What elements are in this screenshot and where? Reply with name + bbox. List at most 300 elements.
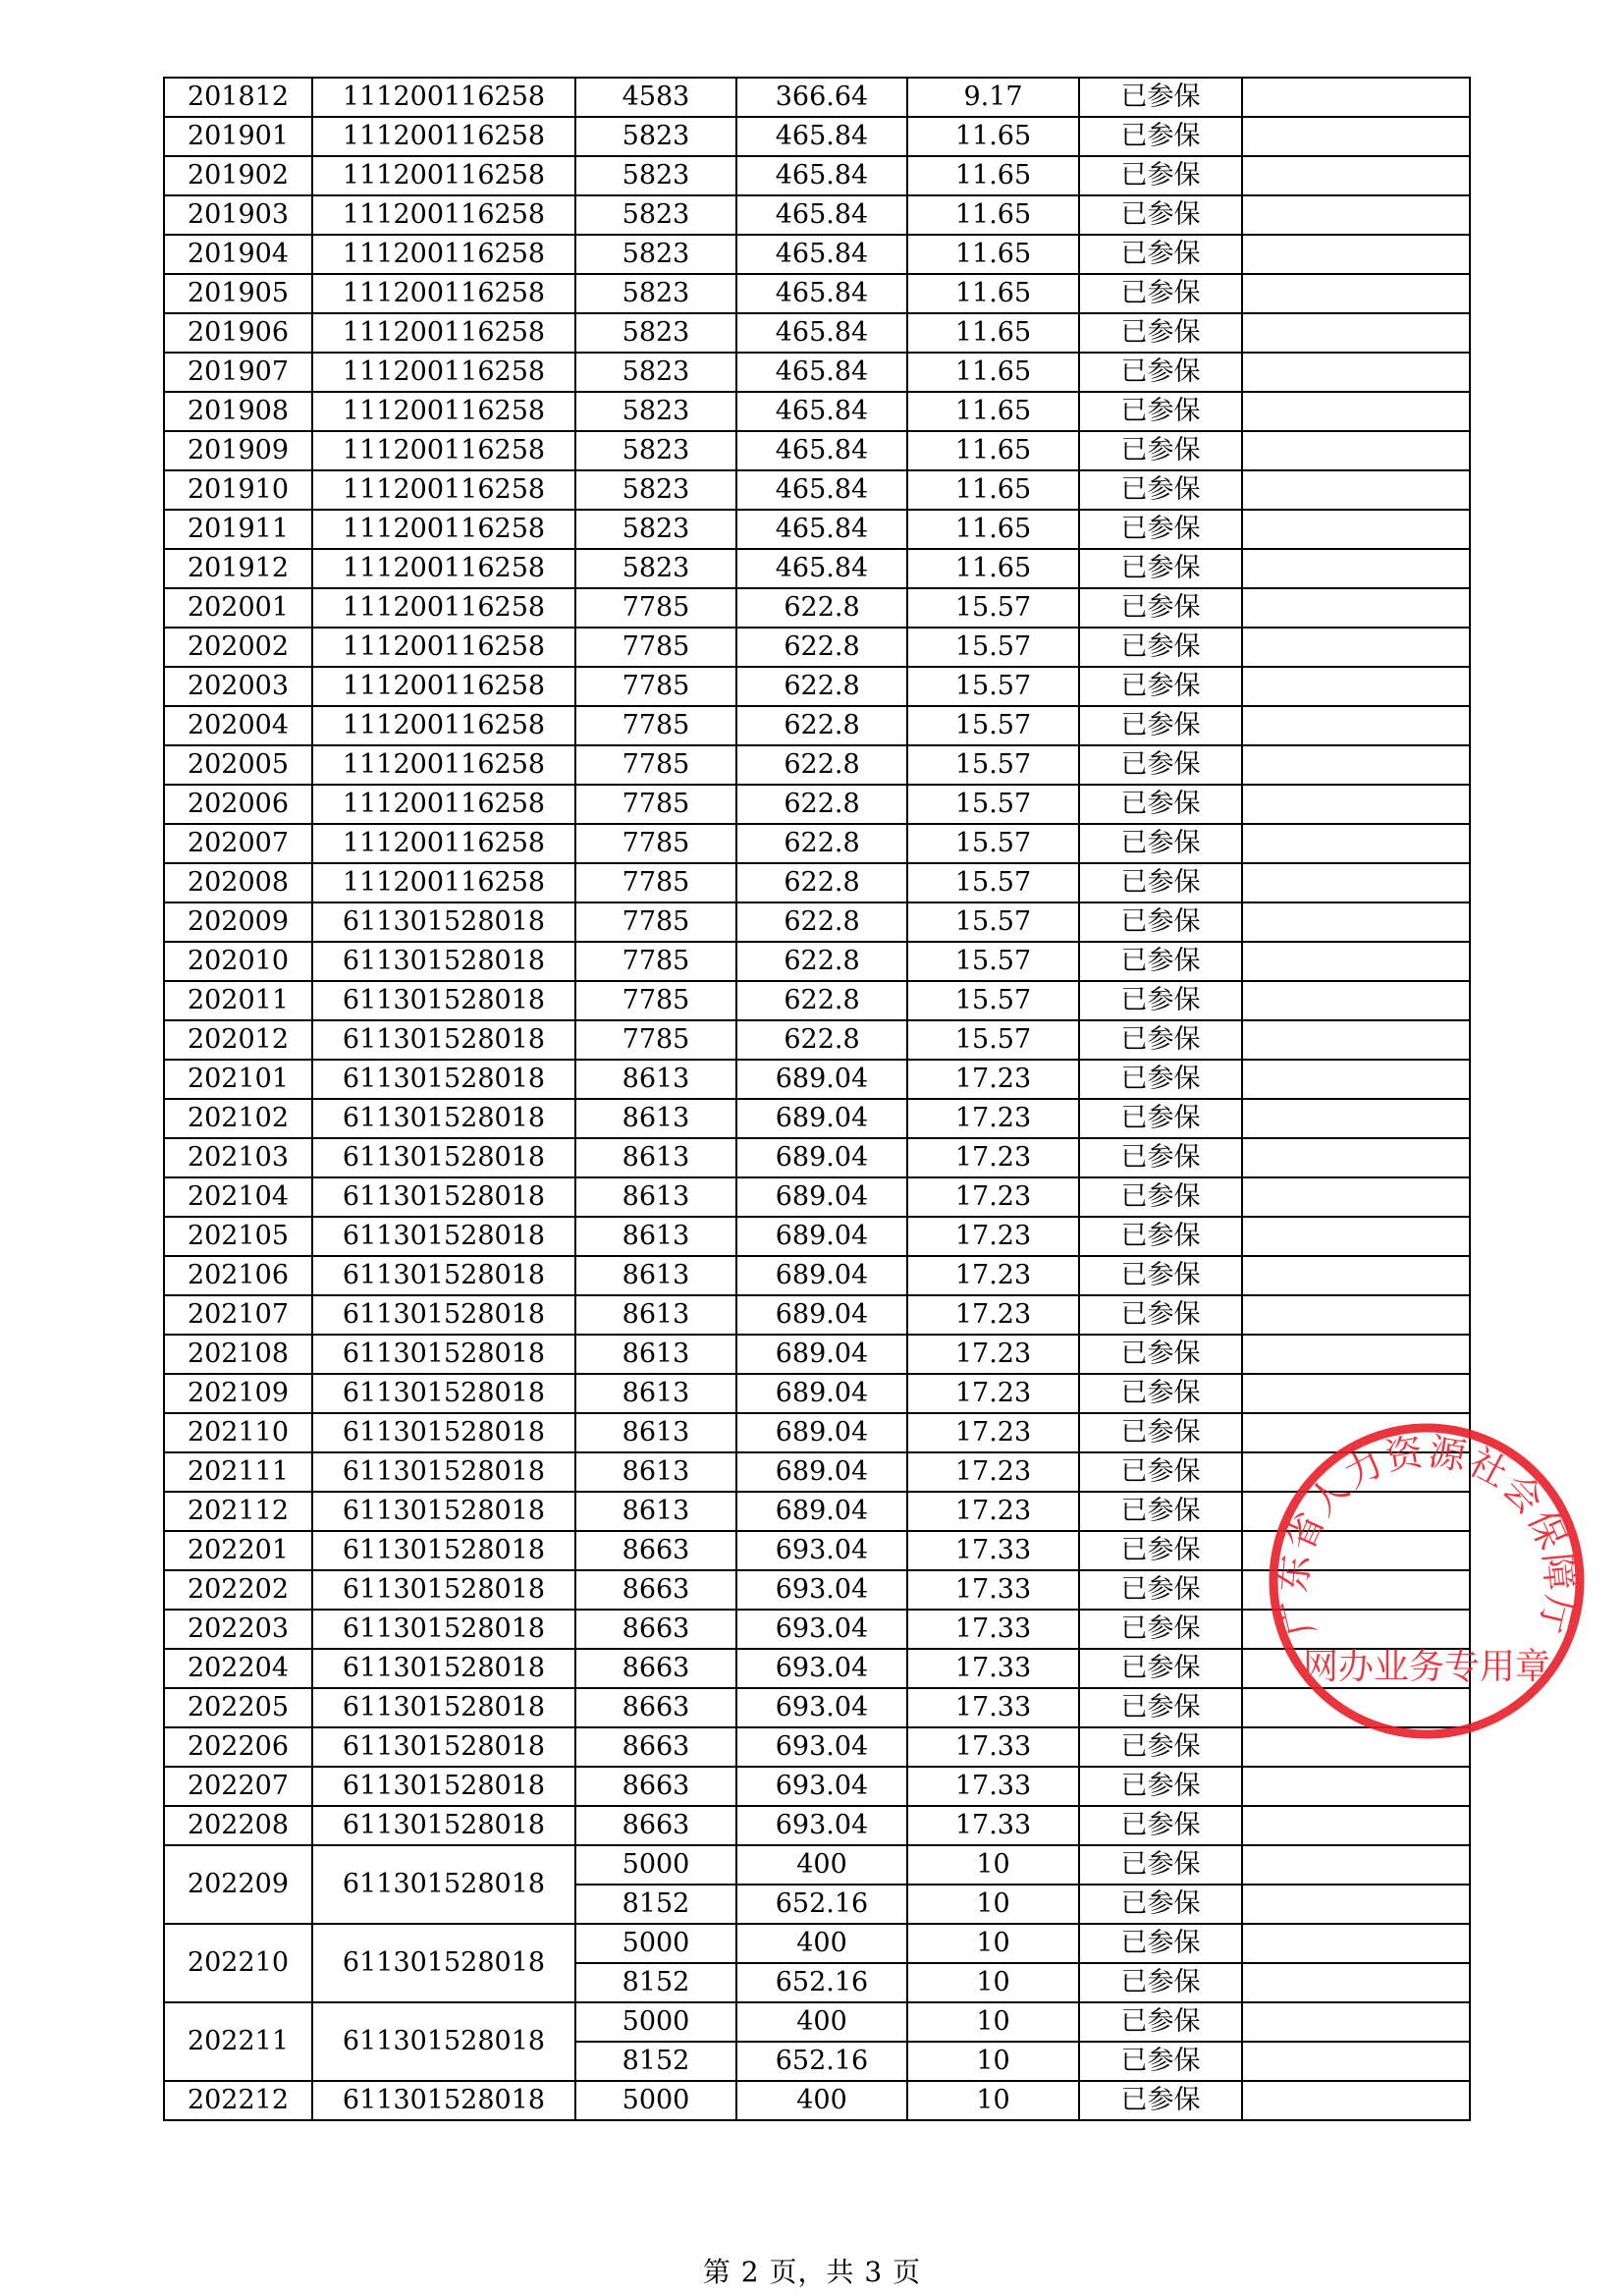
personal-cell: 17.33 (907, 1570, 1079, 1610)
status-cell: 已参保 (1079, 1845, 1242, 1885)
remark-cell (1242, 235, 1470, 274)
unit-id-cell: 611301528018 (312, 1688, 575, 1727)
status-cell: 已参保 (1079, 785, 1242, 824)
base-cell: 7785 (575, 981, 736, 1020)
table-row (164, 1256, 1470, 1295)
period-cell: 202202 (164, 1570, 312, 1610)
base-cell: 8613 (575, 1138, 736, 1177)
period-cell: 202106 (164, 1256, 312, 1295)
amount-cell: 622.8 (736, 824, 907, 863)
base-cell: 7785 (575, 745, 736, 785)
amount-cell: 400 (736, 2002, 907, 2042)
table-row (164, 942, 1470, 981)
personal-cell: 17.23 (907, 1374, 1079, 1413)
period-cell: 202208 (164, 1806, 312, 1845)
status-cell: 已参保 (1079, 942, 1242, 981)
table-row (164, 745, 1470, 785)
period-cell: 201909 (164, 431, 312, 470)
personal-cell: 15.57 (907, 824, 1079, 863)
base-cell: 8613 (575, 1256, 736, 1295)
status-cell: 已参保 (1079, 1806, 1242, 1845)
period-cell: 202102 (164, 1099, 312, 1138)
period-cell: 201812 (164, 78, 312, 117)
table-row (164, 549, 1470, 588)
table-row (164, 1177, 1470, 1217)
unit-id-cell: 611301528018 (312, 1217, 575, 1256)
base-cell: 8663 (575, 1688, 736, 1727)
unit-id-cell: 611301528018 (312, 1256, 575, 1295)
personal-cell: 11.65 (907, 313, 1079, 353)
amount-cell: 465.84 (736, 470, 907, 510)
personal-cell: 17.23 (907, 1295, 1079, 1335)
unit-id-cell: 111200116258 (312, 353, 575, 392)
base-cell: 8613 (575, 1099, 736, 1138)
status-cell: 已参保 (1079, 274, 1242, 313)
status-cell: 已参保 (1079, 981, 1242, 1020)
status-cell: 已参保 (1079, 156, 1242, 195)
status-cell: 已参保 (1079, 1531, 1242, 1570)
period-cell: 202009 (164, 902, 312, 942)
status-cell: 已参保 (1079, 353, 1242, 392)
base-cell: 5823 (575, 353, 736, 392)
unit-id-cell: 611301528018 (312, 1295, 575, 1335)
amount-cell: 622.8 (736, 745, 907, 785)
base-cell: 8152 (575, 1885, 736, 1924)
status-cell: 已参保 (1079, 195, 1242, 235)
amount-cell: 689.04 (736, 1374, 907, 1413)
personal-cell: 11.65 (907, 117, 1079, 156)
status-cell: 已参保 (1079, 1610, 1242, 1649)
amount-cell: 465.84 (736, 510, 907, 549)
amount-cell: 689.04 (736, 1177, 907, 1217)
base-cell: 5823 (575, 235, 736, 274)
period-cell: 202207 (164, 1767, 312, 1806)
remark-cell (1242, 706, 1470, 745)
status-cell: 已参保 (1079, 1295, 1242, 1335)
table-row (164, 981, 1470, 1020)
unit-id-cell: 611301528018 (312, 1492, 575, 1531)
table-row (164, 1138, 1470, 1177)
status-cell: 已参保 (1079, 1217, 1242, 1256)
period-cell: 202109 (164, 1374, 312, 1413)
base-cell: 4583 (575, 78, 736, 117)
table-row (164, 431, 1470, 470)
page-number: 第 2 页，共 3 页 (702, 2256, 922, 2288)
table-row (164, 353, 1470, 392)
personal-cell: 10 (907, 2042, 1079, 2081)
base-cell: 8613 (575, 1413, 736, 1452)
table-row (164, 2081, 1470, 2120)
personal-cell: 15.57 (907, 706, 1079, 745)
amount-cell: 465.84 (736, 235, 907, 274)
remark-cell (1242, 981, 1470, 1020)
amount-cell: 693.04 (736, 1649, 907, 1688)
personal-cell: 11.65 (907, 510, 1079, 549)
period-cell: 201901 (164, 117, 312, 156)
base-cell: 8663 (575, 1610, 736, 1649)
unit-id-cell: 611301528018 (312, 1374, 575, 1413)
status-cell: 已参保 (1079, 1963, 1242, 2002)
table-row (164, 667, 1470, 706)
personal-cell: 10 (907, 1885, 1079, 1924)
period-cell: 201908 (164, 392, 312, 431)
status-cell: 已参保 (1079, 235, 1242, 274)
unit-id-cell: 611301528018 (312, 1570, 575, 1610)
period-cell: 201905 (164, 274, 312, 313)
amount-cell: 689.04 (736, 1492, 907, 1531)
personal-cell: 15.57 (907, 1020, 1079, 1060)
base-cell: 8152 (575, 1963, 736, 2002)
table-row (164, 1924, 1470, 1963)
period-cell: 201911 (164, 510, 312, 549)
amount-cell: 689.04 (736, 1335, 907, 1374)
status-cell: 已参保 (1079, 1060, 1242, 1099)
period-cell: 201912 (164, 549, 312, 588)
status-cell: 已参保 (1079, 1374, 1242, 1413)
period-cell: 202003 (164, 667, 312, 706)
period-cell: 202107 (164, 1295, 312, 1335)
remark-cell (1242, 745, 1470, 785)
unit-id-cell: 611301528018 (312, 1413, 575, 1452)
personal-cell: 15.57 (907, 863, 1079, 902)
personal-cell: 17.23 (907, 1452, 1079, 1492)
period-cell: 202204 (164, 1649, 312, 1688)
period-cell: 202101 (164, 1060, 312, 1099)
base-cell: 7785 (575, 706, 736, 745)
personal-cell: 11.65 (907, 235, 1079, 274)
table-row (164, 628, 1470, 667)
base-cell: 7785 (575, 588, 736, 628)
table-row (164, 1335, 1470, 1374)
personal-cell: 11.65 (907, 274, 1079, 313)
unit-id-cell: 111200116258 (312, 824, 575, 863)
remark-cell (1242, 785, 1470, 824)
base-cell: 5000 (575, 2002, 736, 2042)
table-row (164, 706, 1470, 745)
base-cell: 5000 (575, 2081, 736, 2120)
table-row (164, 274, 1470, 313)
base-cell: 5823 (575, 195, 736, 235)
personal-cell: 10 (907, 1845, 1079, 1885)
personal-cell: 10 (907, 2081, 1079, 2120)
unit-id-cell: 611301528018 (312, 1335, 575, 1374)
base-cell: 8613 (575, 1374, 736, 1413)
personal-cell: 10 (907, 1924, 1079, 1963)
base-cell: 8613 (575, 1177, 736, 1217)
unit-id-cell: 111200116258 (312, 470, 575, 510)
status-cell: 已参保 (1079, 588, 1242, 628)
period-cell: 202201 (164, 1531, 312, 1570)
table-row (164, 588, 1470, 628)
table-row (164, 785, 1470, 824)
period-cell: 201903 (164, 195, 312, 235)
unit-id-cell: 611301528018 (312, 2081, 575, 2120)
amount-cell: 693.04 (736, 1570, 907, 1610)
base-cell: 5823 (575, 470, 736, 510)
unit-id-cell: 611301528018 (312, 1531, 575, 1570)
remark-cell (1242, 863, 1470, 902)
amount-cell: 622.8 (736, 667, 907, 706)
personal-cell: 17.23 (907, 1335, 1079, 1374)
remark-cell (1242, 1256, 1470, 1295)
remark-cell (1242, 392, 1470, 431)
personal-cell: 11.65 (907, 392, 1079, 431)
table-row (164, 1020, 1470, 1060)
unit-id-cell: 111200116258 (312, 628, 575, 667)
table-row (164, 470, 1470, 510)
remark-cell (1242, 1099, 1470, 1138)
unit-id-cell: 111200116258 (312, 313, 575, 353)
remark-cell (1242, 2081, 1470, 2120)
period-cell: 202205 (164, 1688, 312, 1727)
period-cell: 202206 (164, 1727, 312, 1767)
remark-cell (1242, 353, 1470, 392)
status-cell: 已参保 (1079, 1767, 1242, 1806)
amount-cell: 465.84 (736, 353, 907, 392)
status-cell: 已参保 (1079, 1256, 1242, 1295)
remark-cell (1242, 195, 1470, 235)
base-cell: 8613 (575, 1492, 736, 1531)
table-row (164, 78, 1470, 117)
table-row (164, 1767, 1470, 1806)
base-cell: 7785 (575, 628, 736, 667)
amount-cell: 652.16 (736, 1885, 907, 1924)
remark-cell (1242, 274, 1470, 313)
period-cell: 202006 (164, 785, 312, 824)
personal-cell: 11.65 (907, 353, 1079, 392)
base-cell: 8663 (575, 1727, 736, 1767)
period-cell: 202209 (164, 1845, 312, 1924)
amount-cell: 622.8 (736, 902, 907, 942)
status-cell: 已参保 (1079, 2002, 1242, 2042)
status-cell: 已参保 (1079, 1099, 1242, 1138)
status-cell: 已参保 (1079, 549, 1242, 588)
amount-cell: 622.8 (736, 785, 907, 824)
status-cell: 已参保 (1079, 1492, 1242, 1531)
remark-cell (1242, 156, 1470, 195)
table-row (164, 195, 1470, 235)
period-cell: 201902 (164, 156, 312, 195)
remark-cell (1242, 117, 1470, 156)
status-cell: 已参保 (1079, 628, 1242, 667)
status-cell: 已参保 (1079, 863, 1242, 902)
remark-cell (1242, 1138, 1470, 1177)
personal-cell: 11.65 (907, 156, 1079, 195)
personal-cell: 15.57 (907, 981, 1079, 1020)
amount-cell: 622.8 (736, 628, 907, 667)
unit-id-cell: 111200116258 (312, 745, 575, 785)
period-cell: 202108 (164, 1335, 312, 1374)
unit-id-cell: 111200116258 (312, 156, 575, 195)
table-row (164, 313, 1470, 353)
unit-id-cell: 111200116258 (312, 78, 575, 117)
period-cell: 202105 (164, 1217, 312, 1256)
status-cell: 已参保 (1079, 510, 1242, 549)
base-cell: 7785 (575, 785, 736, 824)
base-cell: 7785 (575, 824, 736, 863)
period-cell: 202008 (164, 863, 312, 902)
table-row (164, 392, 1470, 431)
amount-cell: 693.04 (736, 1688, 907, 1727)
base-cell: 7785 (575, 1020, 736, 1060)
period-cell: 201910 (164, 470, 312, 510)
unit-id-cell: 611301528018 (312, 942, 575, 981)
personal-cell: 15.57 (907, 588, 1079, 628)
personal-cell: 17.33 (907, 1727, 1079, 1767)
base-cell: 5823 (575, 392, 736, 431)
remark-cell (1242, 824, 1470, 863)
remark-cell (1242, 902, 1470, 942)
unit-id-cell: 611301528018 (312, 902, 575, 942)
period-cell: 202010 (164, 942, 312, 981)
seal-ring (1271, 1428, 1583, 1734)
official-seal-stamp (1265, 1419, 1589, 1743)
unit-id-cell: 111200116258 (312, 431, 575, 470)
unit-id-cell: 111200116258 (312, 117, 575, 156)
status-cell: 已参保 (1079, 1885, 1242, 1924)
base-cell: 5823 (575, 510, 736, 549)
period-cell: 202007 (164, 824, 312, 863)
amount-cell: 465.84 (736, 274, 907, 313)
unit-id-cell: 111200116258 (312, 667, 575, 706)
remark-cell (1242, 2002, 1470, 2042)
amount-cell: 689.04 (736, 1452, 907, 1492)
unit-id-cell: 611301528018 (312, 1610, 575, 1649)
period-cell: 201906 (164, 313, 312, 353)
table-row (164, 156, 1470, 195)
unit-id-cell: 111200116258 (312, 235, 575, 274)
amount-cell: 693.04 (736, 1806, 907, 1845)
unit-id-cell: 611301528018 (312, 1727, 575, 1767)
base-cell: 7785 (575, 863, 736, 902)
amount-cell: 689.04 (736, 1099, 907, 1138)
base-cell: 8663 (575, 1570, 736, 1610)
personal-cell: 17.23 (907, 1177, 1079, 1217)
status-cell: 已参保 (1079, 1649, 1242, 1688)
status-cell: 已参保 (1079, 706, 1242, 745)
base-cell: 8613 (575, 1452, 736, 1492)
remark-cell (1242, 1060, 1470, 1099)
base-cell: 8613 (575, 1060, 736, 1099)
status-cell: 已参保 (1079, 117, 1242, 156)
base-cell: 5823 (575, 549, 736, 588)
unit-id-cell: 611301528018 (312, 1924, 575, 2002)
personal-cell: 17.23 (907, 1099, 1079, 1138)
period-cell: 201907 (164, 353, 312, 392)
status-cell: 已参保 (1079, 2081, 1242, 2120)
amount-cell: 689.04 (736, 1413, 907, 1452)
remark-cell (1242, 1885, 1470, 1924)
remark-cell (1242, 78, 1470, 117)
status-cell: 已参保 (1079, 470, 1242, 510)
unit-id-cell: 111200116258 (312, 785, 575, 824)
personal-cell: 11.65 (907, 195, 1079, 235)
status-cell: 已参保 (1079, 1452, 1242, 1492)
personal-cell: 15.57 (907, 785, 1079, 824)
remark-cell (1242, 470, 1470, 510)
period-cell: 202112 (164, 1492, 312, 1531)
status-cell: 已参保 (1079, 745, 1242, 785)
base-cell: 7785 (575, 942, 736, 981)
amount-cell: 366.64 (736, 78, 907, 117)
status-cell: 已参保 (1079, 1177, 1242, 1217)
amount-cell: 622.8 (736, 1020, 907, 1060)
amount-cell: 465.84 (736, 156, 907, 195)
period-cell: 202212 (164, 2081, 312, 2120)
personal-cell: 17.23 (907, 1138, 1079, 1177)
table-row (164, 1374, 1470, 1413)
unit-id-cell: 611301528018 (312, 1060, 575, 1099)
amount-cell: 689.04 (736, 1060, 907, 1099)
base-cell: 7785 (575, 667, 736, 706)
remark-cell (1242, 1806, 1470, 1845)
unit-id-cell: 611301528018 (312, 1138, 575, 1177)
period-cell: 202004 (164, 706, 312, 745)
amount-cell: 465.84 (736, 392, 907, 431)
period-cell: 202005 (164, 745, 312, 785)
status-cell: 已参保 (1079, 667, 1242, 706)
personal-cell: 17.23 (907, 1060, 1079, 1099)
unit-id-cell: 611301528018 (312, 981, 575, 1020)
status-cell: 已参保 (1079, 1020, 1242, 1060)
personal-cell: 15.57 (907, 628, 1079, 667)
amount-cell: 465.84 (736, 195, 907, 235)
base-cell: 8663 (575, 1767, 736, 1806)
unit-id-cell: 611301528018 (312, 2002, 575, 2081)
amount-cell: 689.04 (736, 1217, 907, 1256)
period-cell: 202001 (164, 588, 312, 628)
amount-cell: 689.04 (736, 1295, 907, 1335)
personal-cell: 15.57 (907, 745, 1079, 785)
unit-id-cell: 611301528018 (312, 1649, 575, 1688)
amount-cell: 652.16 (736, 2042, 907, 2081)
remark-cell (1242, 1217, 1470, 1256)
remark-cell (1242, 549, 1470, 588)
amount-cell: 465.84 (736, 431, 907, 470)
remark-cell (1242, 2042, 1470, 2081)
period-cell: 202011 (164, 981, 312, 1020)
remark-cell (1242, 1295, 1470, 1335)
unit-id-cell: 111200116258 (312, 510, 575, 549)
personal-cell: 17.23 (907, 1217, 1079, 1256)
unit-id-cell: 611301528018 (312, 1177, 575, 1217)
period-cell: 201904 (164, 235, 312, 274)
period-cell: 202111 (164, 1452, 312, 1492)
contribution-table (163, 77, 1471, 2121)
remark-cell (1242, 431, 1470, 470)
table-row (164, 117, 1470, 156)
unit-id-cell: 611301528018 (312, 1020, 575, 1060)
table-row (164, 863, 1470, 902)
amount-cell: 400 (736, 1924, 907, 1963)
remark-cell (1242, 1767, 1470, 1806)
personal-cell: 11.65 (907, 549, 1079, 588)
status-cell: 已参保 (1079, 1413, 1242, 1452)
unit-id-cell: 611301528018 (312, 1099, 575, 1138)
status-cell: 已参保 (1079, 1727, 1242, 1767)
amount-cell: 622.8 (736, 863, 907, 902)
table-row (164, 1806, 1470, 1845)
unit-id-cell: 111200116258 (312, 392, 575, 431)
period-cell: 202104 (164, 1177, 312, 1217)
unit-id-cell: 611301528018 (312, 1845, 575, 1924)
status-cell: 已参保 (1079, 313, 1242, 353)
unit-id-cell: 111200116258 (312, 863, 575, 902)
base-cell: 5000 (575, 1845, 736, 1885)
period-cell: 202110 (164, 1413, 312, 1452)
unit-id-cell: 111200116258 (312, 195, 575, 235)
base-cell: 8613 (575, 1217, 736, 1256)
